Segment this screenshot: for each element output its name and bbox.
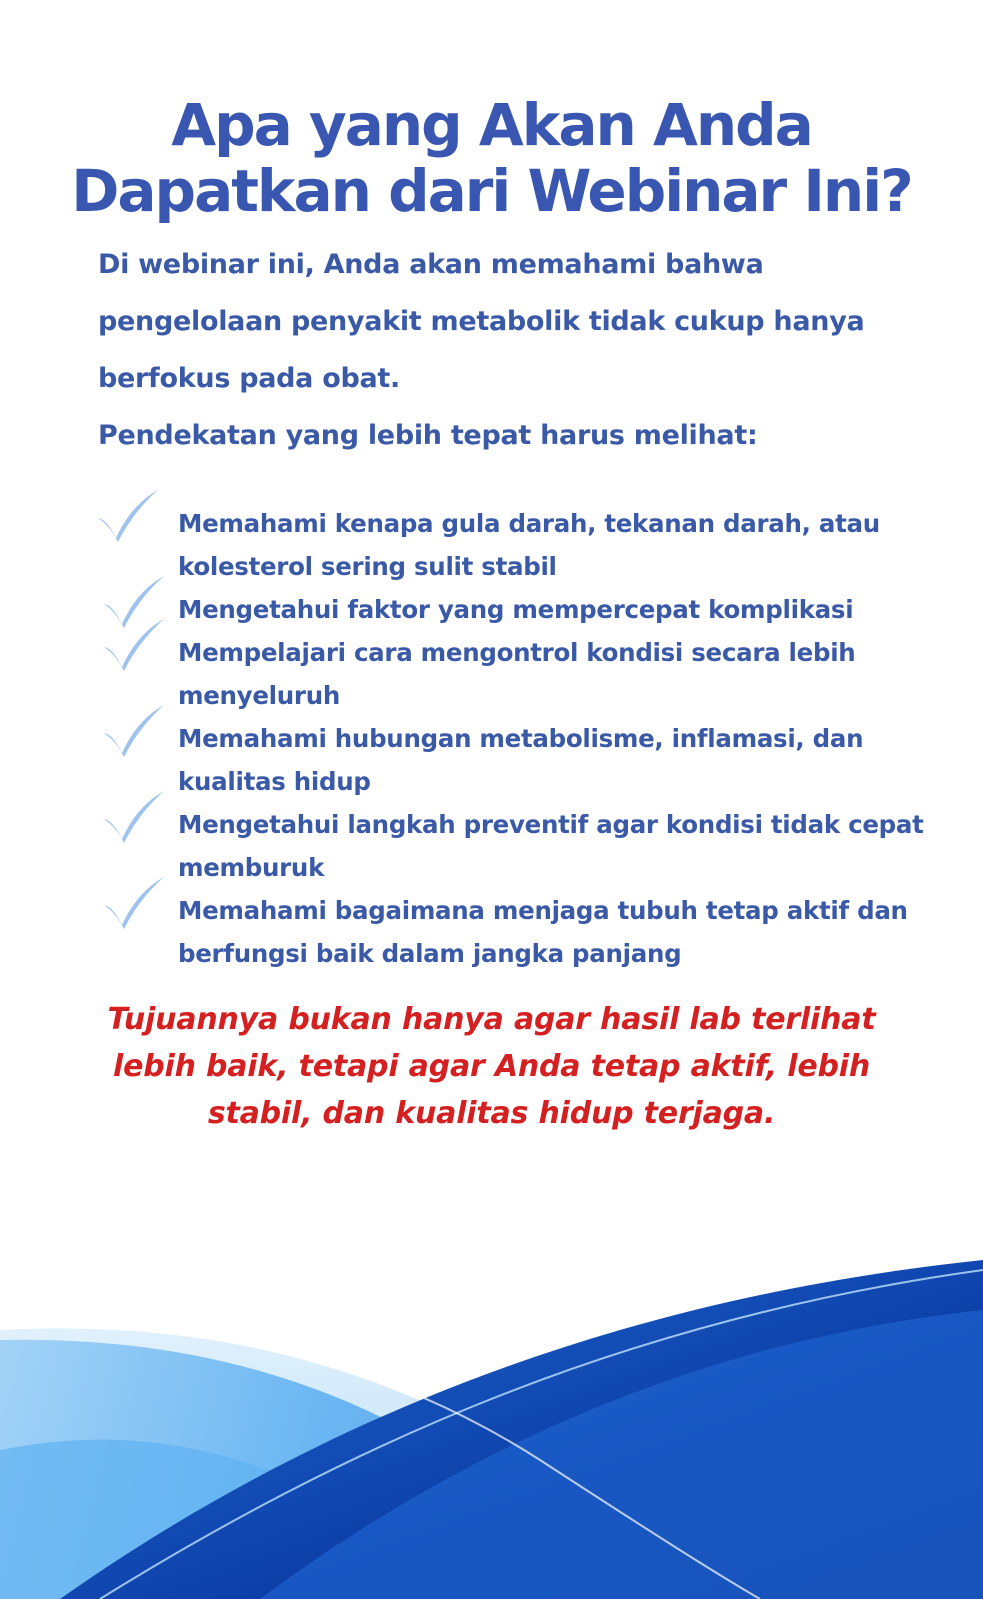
benefit-checklist: [98, 502, 928, 975]
title-line-1: Apa yang Akan Anda: [171, 91, 812, 159]
page-title: [0, 92, 983, 224]
title-line-2: Dapatkan dari Webinar Ini?: [71, 157, 912, 225]
checklist-item: [98, 803, 928, 889]
closing-line-2: lebih baik, tetapi agar Anda tetap aktif, lebih: [112, 1049, 870, 1084]
checklist-item-text: Mengetahui faktor yang mempercepat komplikasi: [178, 595, 854, 624]
closing-line-3: stabil, dan kualitas hidup terjaga.: [207, 1096, 776, 1131]
checkmark-icon: [102, 617, 166, 673]
closing-line-1: Tujuannya bukan hanya agar hasil lab terlihat: [107, 1002, 876, 1037]
checklist-item: [98, 717, 928, 803]
checkmark-icon: [102, 703, 166, 759]
checkmark-icon: [102, 875, 166, 931]
checkmark-icon: [96, 488, 160, 544]
checklist-item: [98, 631, 928, 717]
intro-paragraph: Di webinar ini, Anda akan memahami bahwa pengelolaan penyakit metabolik tidak cukup hanya berfokus pada obat.: [98, 249, 865, 394]
closing-statement: [40, 996, 943, 1137]
checklist-item: [98, 588, 928, 631]
checklist-item-text: Mengetahui langkah preventif agar kondisi tidak cepat memburuk: [178, 810, 924, 882]
checklist-item: [98, 889, 928, 975]
checklist-item-text: Memahami kenapa gula darah, tekanan darah, atau kolesterol sering sulit stabil: [178, 509, 880, 581]
checklist-item-text: Mempelajari cara mengontrol kondisi secara lebih menyeluruh: [178, 638, 856, 710]
checklist-item-text: Memahami bagaimana menjaga tubuh tetap aktif dan berfungsi baik dalam jangka panjang: [178, 896, 908, 968]
intro-section: [98, 236, 938, 464]
decorative-wave: [0, 1250, 983, 1599]
checklist-item-text: Memahami hubungan metabolisme, inflamasi, dan kualitas hidup: [178, 724, 864, 796]
intro-lead: Pendekatan yang lebih tepat harus melihat:: [98, 420, 758, 451]
checkmark-icon: [102, 789, 166, 845]
checklist-item: [98, 502, 928, 588]
